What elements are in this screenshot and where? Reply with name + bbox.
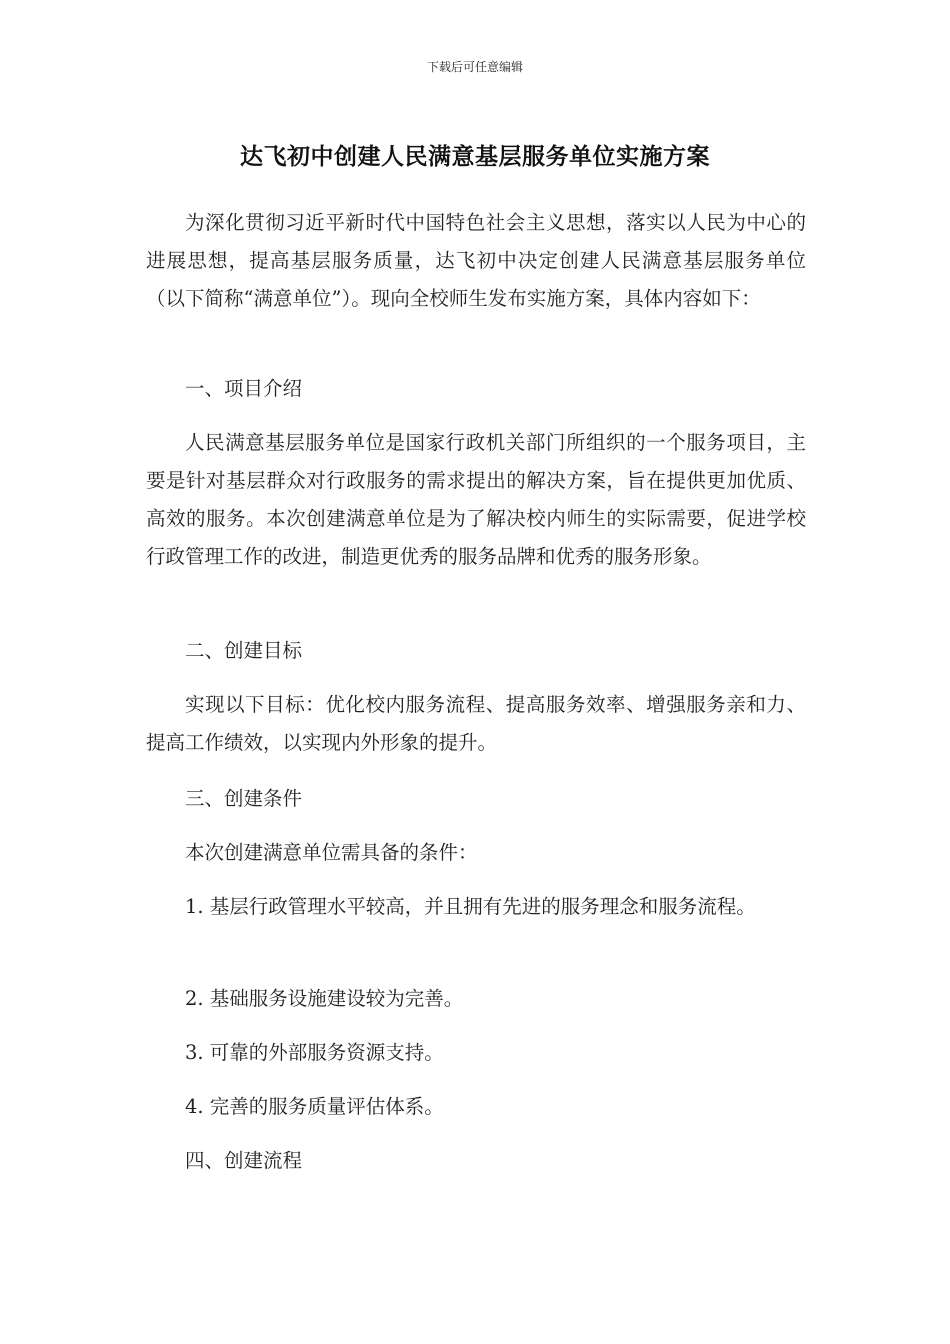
- condition-item-3-block: [146, 1034, 806, 1072]
- intro-paragraph: 为深化贯彻习近平新时代中国特色社会主义思想，落实以人民为中心的进展思想，提高基层服务质量，达飞初中决定创建人民满意基层服务单位（以下简称“满意单位”）。现向全校师生发布实施方案，具体内容如下：: [146, 211, 806, 310]
- section-heading: 三、创建条件: [185, 787, 303, 810]
- section-4-heading-block: [146, 1142, 806, 1180]
- section-heading: 四、创建流程: [185, 1149, 303, 1172]
- document-title: 达飞初中创建人民满意基层服务单位实施方案: [240, 144, 710, 170]
- section-paragraph: 实现以下目标：优化校内服务流程、提高服务效率、增强服务亲和力、提高工作绩效，以实现内外形象的提升。: [146, 693, 806, 754]
- list-item: 1. 基层行政管理水平较高，并且拥有先进的服务理念和服务流程。: [185, 895, 756, 918]
- section-1-heading-block: [146, 370, 806, 408]
- section-2-heading-block: [146, 632, 806, 670]
- list-item: 2. 基础服务设施建设较为完善。: [185, 987, 464, 1010]
- section-3-intro-block: [146, 834, 806, 872]
- condition-item-1-block: [146, 888, 806, 926]
- section-heading: 二、创建目标: [185, 639, 303, 662]
- section-2-body-block: [146, 686, 806, 762]
- section-3-heading-block: [146, 780, 806, 818]
- condition-item-2-block: [146, 980, 806, 1018]
- section-paragraph: 人民满意基层服务单位是国家行政机关部门所组织的一个服务项目，主要是针对基层群众对行政服务的需求提出的解决方案，旨在提供更加优质、高效的服务。本次创建满意单位是为了解决校内师生的实际需要，促进学校行政管理工作的改进，制造更优秀的服务品牌和优秀的服务形象。: [146, 431, 806, 568]
- header-note: 下载后可任意编辑: [426, 60, 523, 74]
- section-heading: 一、项目介绍: [185, 377, 303, 400]
- condition-item-4-block: [146, 1088, 806, 1126]
- section-paragraph: 本次创建满意单位需具备的条件：: [185, 841, 478, 864]
- section-1-body-block: [146, 424, 806, 576]
- list-item: 4. 完善的服务质量评估体系。: [185, 1095, 444, 1118]
- list-item: 3. 可靠的外部服务资源支持。: [185, 1041, 444, 1064]
- intro-block: [146, 204, 806, 318]
